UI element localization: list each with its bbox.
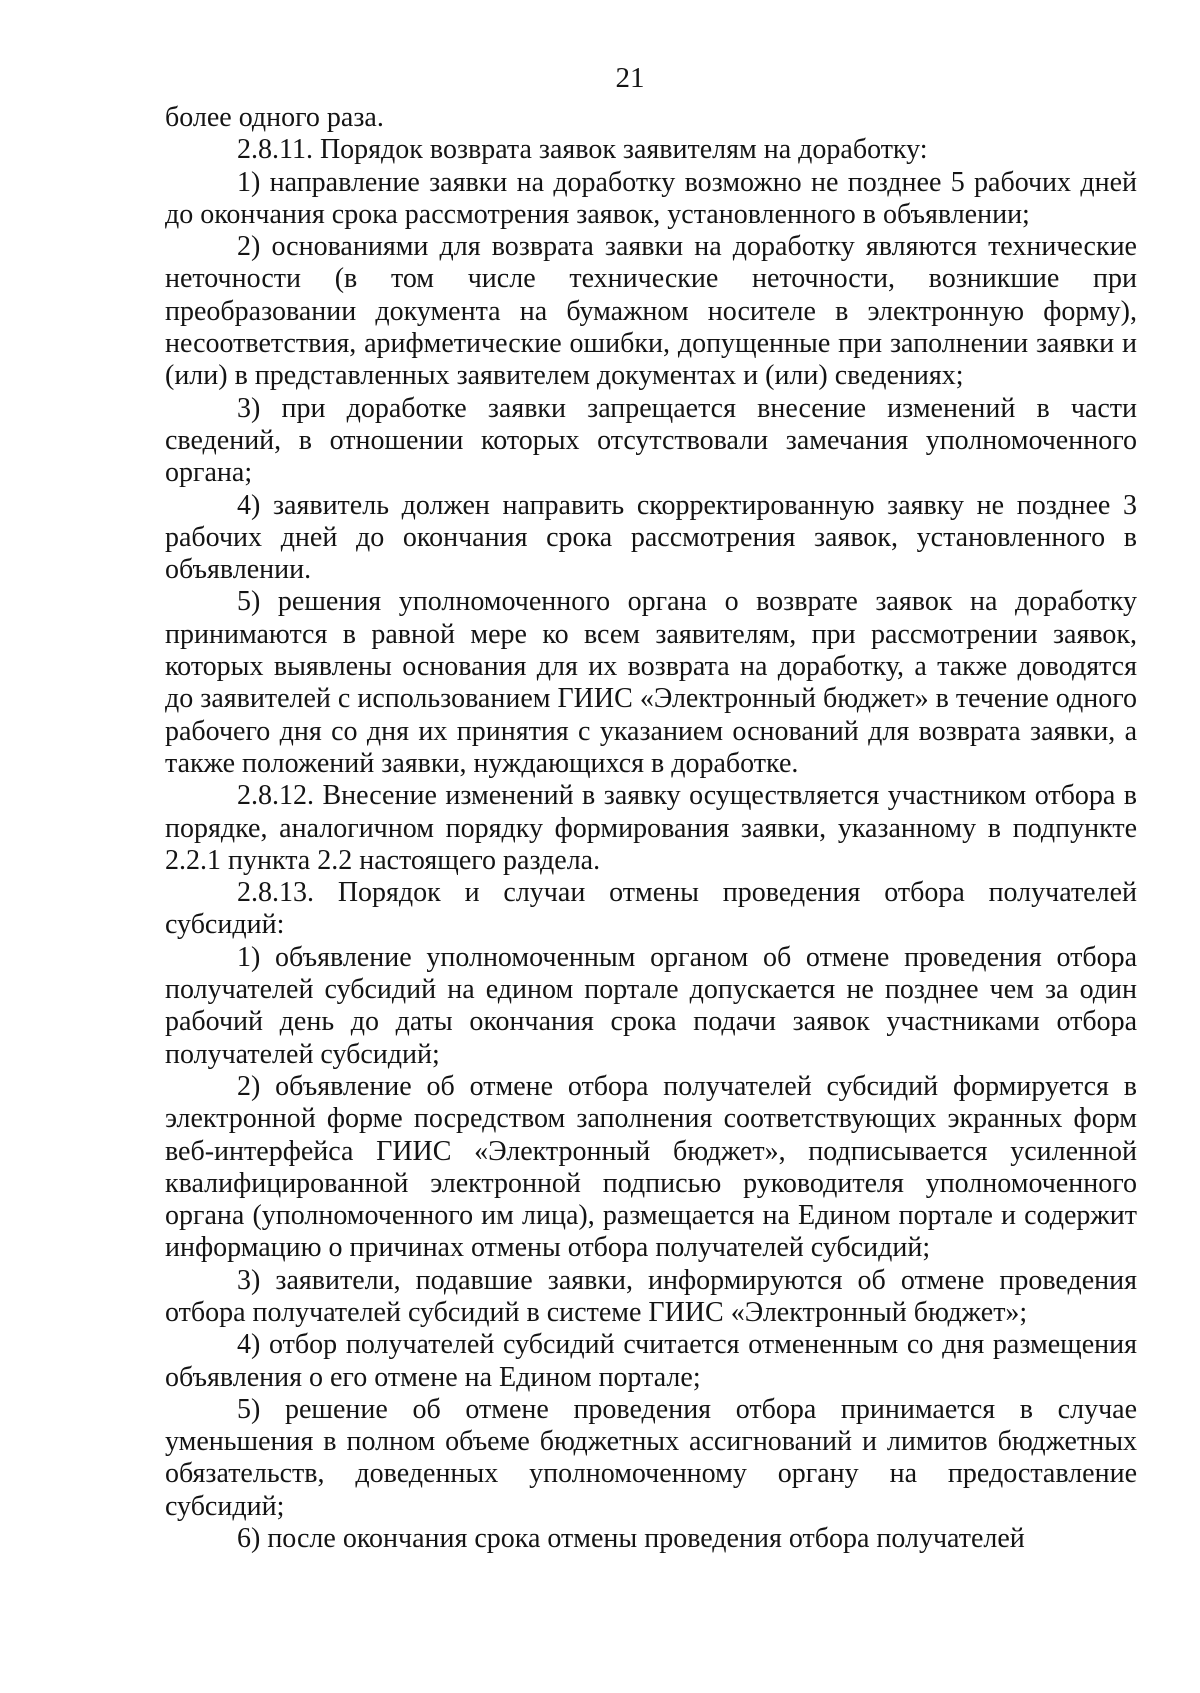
paragraph-continuation: более одного раза. xyxy=(165,102,384,133)
paragraph-2-8-11-item-4: 4) заявитель должен направить скорректированную заявку не позднее 3 рабочих дней до окончания срока рассмотрения заявок, установленного в объявлении. xyxy=(165,489,1137,586)
paragraph-2-8-13-item-3: 3) заявители, подавшие заявки, информируются об отмене проведения отбора получателей субсидий в системе ГИИС «Электронный бюджет»; xyxy=(165,1264,1137,1328)
paragraph-2-8-13-heading: 2.8.13. Порядок и случаи отмены проведения отбора получателей субсидий: xyxy=(165,877,1137,941)
document-body xyxy=(165,102,1137,1555)
paragraph-2-8-11-heading: 2.8.11. Порядок возврата заявок заявителям на доработку: xyxy=(237,134,928,166)
paragraph-2-8-13-item-4: 4) отбор получателей субсидий считается отмененным со дня размещения объявления о его отмене на Едином портале; xyxy=(165,1329,1137,1393)
paragraph-2-8-11-item-2: 2) основаниями для возврата заявки на доработку являются технические неточности (в том числе технические неточности, возникшие при преобразовании документа на бумажном носителе в электронную форму), несоответствия, арифметические ошибки, допущенные при заполнении заявки и (или) в представленных заявителем документах и (или) сведениях; xyxy=(165,231,1137,392)
paragraph-2-8-11-item-3: 3) при доработке заявки запрещается внесение изменений в части сведений, в отношении которых отсутствовали замечания уполномоченного органа; xyxy=(165,392,1137,489)
paragraph-2-8-11-item-5: 5) решения уполномоченного органа о возврате заявок на доработку принимаются в равной мере ко всем заявителям, при рассмотрении заявок, которых выявлены основания для их возврата на доработку, а также доводятся до заявителей с использованием ГИИС «Электронный бюджет» в течение одного рабочего дня со дня их принятия с указанием оснований для возврата заявки, а также положений заявки, нуждающихся в доработке. xyxy=(165,586,1137,779)
page-number: 21 xyxy=(615,62,645,94)
paragraph-2-8-13-item-6: 6) после окончания срока отмены проведения отбора получателей xyxy=(237,1523,1025,1555)
paragraph-2-8-12: 2.8.12. Внесение изменений в заявку осуществляется участником отбора в порядке, аналогичном порядку формирования заявки, указанному в подпункте 2.2.1 пункта 2.2 настоящего раздела. xyxy=(165,780,1137,876)
paragraph-2-8-13-item-2: 2) объявление об отмене отбора получателей субсидий формируется в электронной форме посредством заполнения соответствующих экранных форм веб-интерфейса ГИИС «Электронный бюджет», подписывается усиленной квалифицированной электронной подписью руководителя уполномоченного органа (уполномоченного им лица), размещается на Едином портале и содержит информацию о причинах отмены отбора получателей субсидий; xyxy=(165,1070,1137,1264)
paragraph-2-8-13-item-5: 5) решение об отмене проведения отбора принимается в случае уменьшения в полном объеме бюджетных ассигнований и лимитов бюджетных обязательств, доведенных уполномоченному органу на предоставление субсидий; xyxy=(165,1393,1137,1522)
paragraph-2-8-13-item-1: 1) объявление уполномоченным органом об отмене проведения отбора получателей субсидий на едином портале допускается не позднее чем за один рабочий день до даты окончания срока подачи заявок участниками отбора получателей субсидий; xyxy=(165,941,1137,1070)
paragraph-2-8-11-item-1: 1) направление заявки на доработку возможно не позднее 5 рабочих дней до окончания срока рассмотрения заявок, установленного в объявлении; xyxy=(165,166,1137,230)
